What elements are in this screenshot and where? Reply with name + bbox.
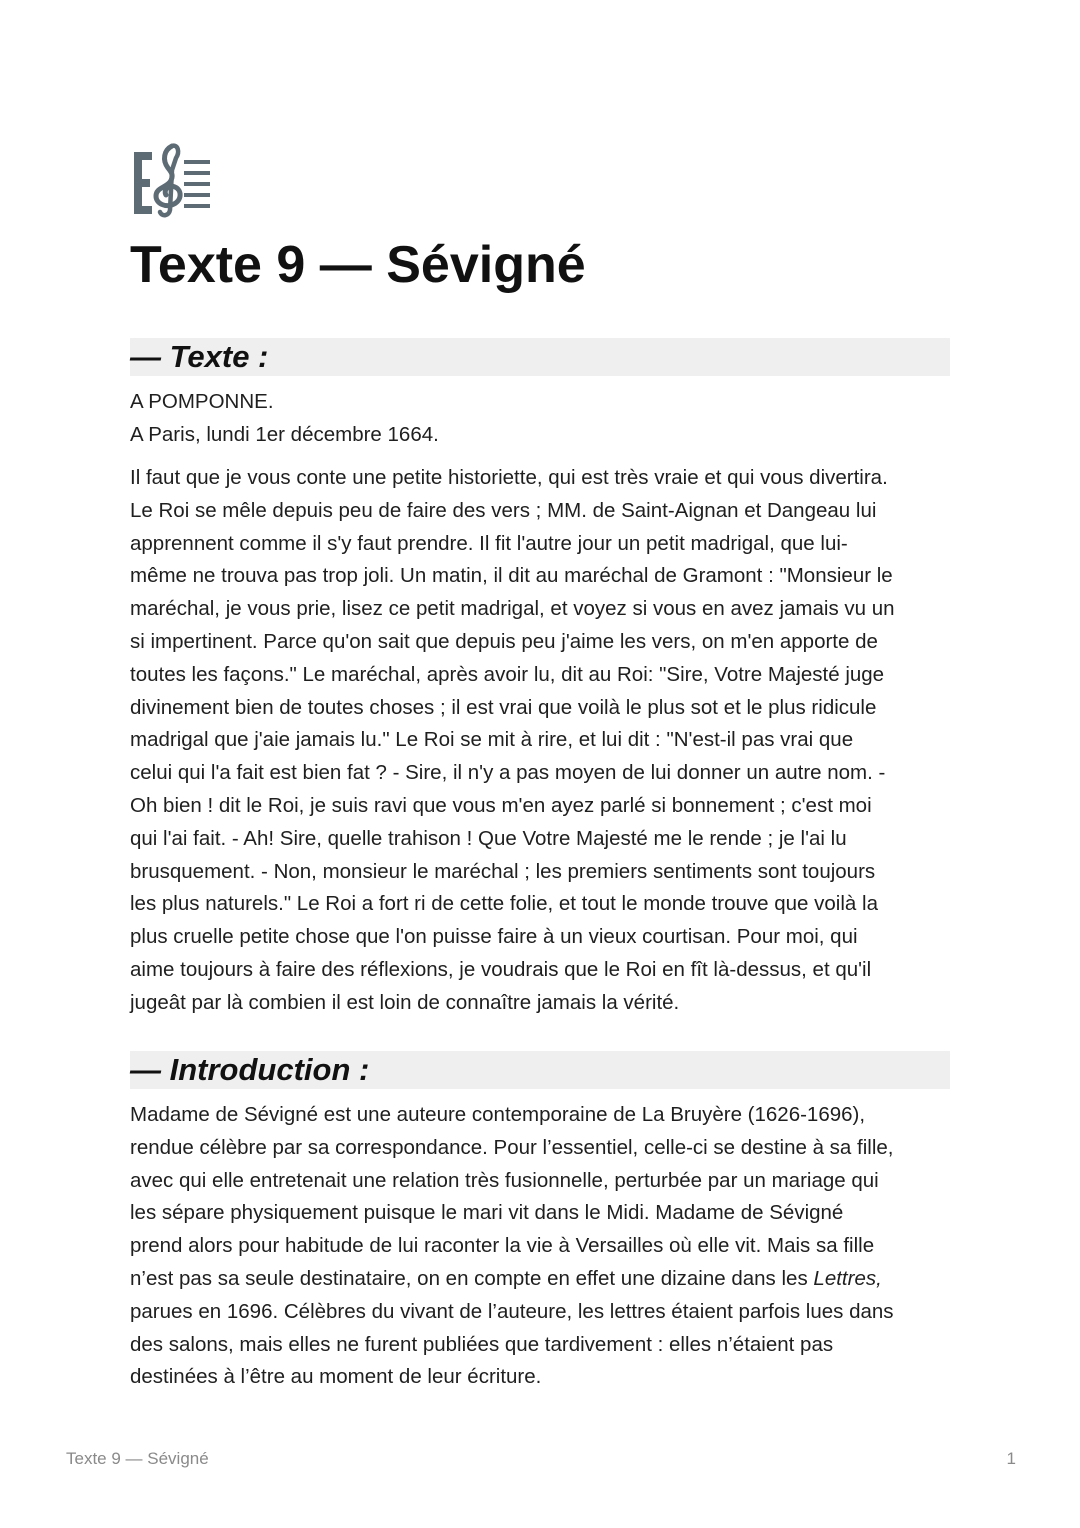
music-score-icon (132, 140, 212, 218)
introduction-text-part-1: Madame de Sévigné est une auteure contemporaine de La Bruyère (1626-1696), rendue célèbre par sa correspondance. Pour l’essentiel, celle-ci se destine à sa fille, avec qui elle entretenait une relation très fusionnelle, perturbée par un mariage qui les sépare physiquement puisque le mari vit dans le Midi. Madame de Sévigné prend alors pour habitude de lui raconter la vie à Versailles où elle vit. Mais sa fille n’est pas sa seule destinataire, on en compte en effet une dizaine dans les (130, 1103, 894, 1290)
page-title: Texte 9 — Sévigné (130, 236, 586, 294)
section-heading-introduction: — Introduction : (130, 1051, 950, 1089)
letter-addressee: A POMPONNE. A Paris, lundi 1er décembre 1664. (130, 390, 439, 446)
introduction-body (130, 1099, 960, 1394)
introduction-text-part-2: parues en 1696. Célèbres du vivant de l’auteure, les lettres étaient parfois lues dans des salons, mais elles ne furent publiées que tardivement : elles n’étaient pas destinées à l’être au moment de leur écriture. (130, 1299, 894, 1389)
lettres-title: Lettres, (813, 1266, 882, 1290)
section-heading-texte: — Texte : (130, 338, 950, 376)
page-number: 1 (1006, 1449, 1016, 1468)
letter-body: Il faut que je vous conte une petite historiette, qui est très vraie et qui vous divertira. Le Roi se mêle depuis peu de faire des vers ; MM. de Saint-Aignan et Dangeau lui apprennent comme il s'y faut prendre. Il fit l'autre jour un petit madrigal, que lui- même ne trouva pas trop joli. Un matin, il dit au maréchal de Gramont : "Monsieur le maréchal, je vous prie, lisez ce petit madrigal, et voyez si vous en avez jamais vu un si impertinent. Parce qu'on sait que depuis peu j'aime les vers, on m'en apporte de toutes les façons." Le maréchal, après avoir lu, dit au Roi: "Sire, Votre Majesté juge divinement bien de toutes choses ; il est vrai que voilà le plus sot et le plus ridicule madrigal que j'aie jamais lu." Le Roi se mit à rire, et lui dit : "N'est-il pas vrai que celui qui l'a fait est bien fat ? - Sire, il n'y a pas moyen de lui donner un autre nom. - Oh bien ! dit le Roi, je suis ravi que vous m'en ayez parlé si bonnement ; c'est moi qui l'ai fait. - Ah! Sire, quelle trahison ! Que Votre Majesté me le rende ; je l'ai lu brusquement. - Non, monsieur le maréchal ; les premiers sentiments sont toujours les plus naturels." Le Roi a fort ri de cette folie, et tout le monde trouve que voilà la plus cruelle petite chose que l'on puisse faire à un vieux courtisan. Pour moi, qui aime toujours à faire des réflexions, je voudrais que le Roi en fît là-dessus, et qu'il jugeât par là combien il est loin de connaître jamais la vérité. (130, 466, 895, 1014)
footer-title: Texte 9 — Sévigné (66, 1449, 209, 1468)
